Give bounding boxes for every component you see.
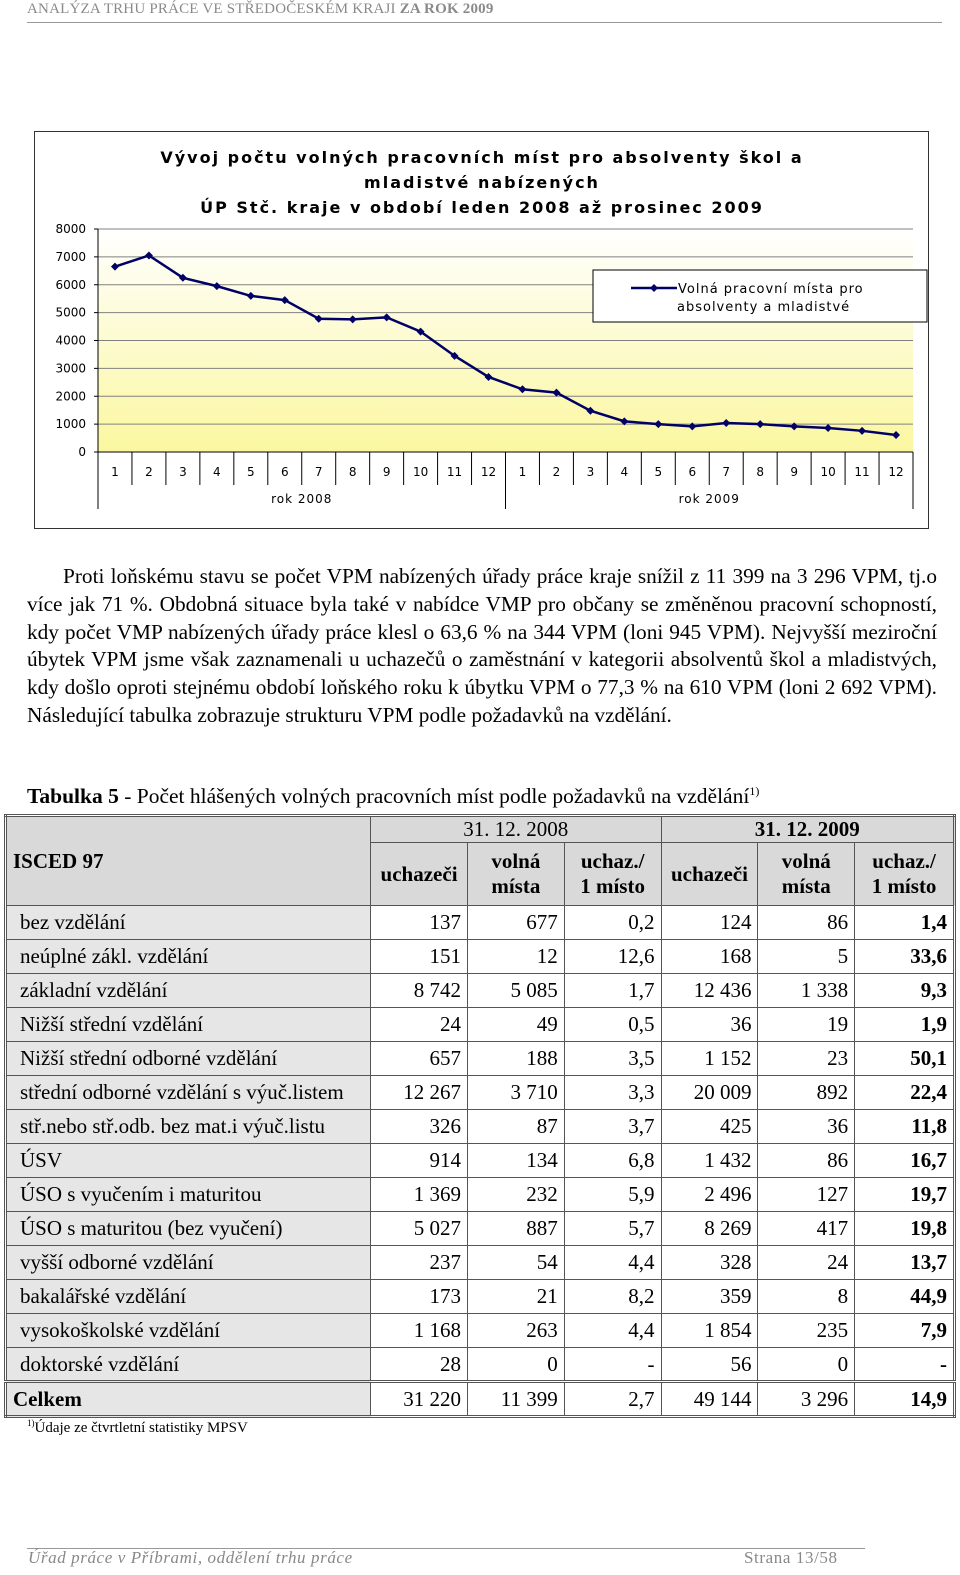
cell-value: 3,5 xyxy=(564,1042,661,1076)
caption-label: Tabulka 5 xyxy=(27,784,119,809)
cell-value: 12 436 xyxy=(661,974,758,1008)
date-2008-header: 31. 12. 2008 xyxy=(371,816,661,843)
chart-title: Vývoj počtu volných pracovních míst pro absolventy škol a xyxy=(160,148,804,167)
row-label: ÚSO s vyučením i maturitou xyxy=(6,1178,371,1212)
column-header-text: uchazeči xyxy=(670,861,748,886)
x-tick-label: 4 xyxy=(213,465,221,479)
x-group-label: rok 2009 xyxy=(678,492,740,506)
cell-value: 5 027 xyxy=(371,1212,468,1246)
x-tick-label: 3 xyxy=(179,465,187,479)
footnote-text: Údaje ze čtvrtletní statistiky MPSV xyxy=(34,1420,248,1436)
cell-value: 127 xyxy=(758,1178,855,1212)
cell-value: 8,2 xyxy=(564,1280,661,1314)
row-label: bakalářské vzdělání xyxy=(6,1280,371,1314)
cell-value: 425 xyxy=(661,1110,758,1144)
column-header xyxy=(661,843,758,906)
table-row xyxy=(6,1212,955,1246)
cell-value: 887 xyxy=(468,1212,565,1246)
x-tick-label: 10 xyxy=(820,465,836,479)
cell-value: 1 152 xyxy=(661,1042,758,1076)
cell-value: 1,9 xyxy=(855,1008,955,1042)
cell-value: 5,7 xyxy=(564,1212,661,1246)
cell-value: 8 xyxy=(758,1280,855,1314)
column-header-text: volná xyxy=(491,849,541,873)
table-row xyxy=(6,974,955,1008)
cell-value: 19 xyxy=(758,1008,855,1042)
cell-value: 237 xyxy=(371,1246,468,1280)
x-tick-label: 1 xyxy=(518,465,527,479)
cell-value: 33,6 xyxy=(855,940,955,974)
cell-value: 23 xyxy=(758,1042,855,1076)
header-title-bold: ZA ROK 2009 xyxy=(399,1,494,17)
cell-value: 36 xyxy=(661,1008,758,1042)
cell-value: 56 xyxy=(661,1348,758,1382)
footer-left: Úřad práce v Příbrami, oddělení trhu práce xyxy=(28,1548,353,1567)
chart-svg xyxy=(35,132,930,530)
cell-value: 1,7 xyxy=(564,974,661,1008)
cell-value: 1 168 xyxy=(371,1314,468,1348)
cell-value: 21 xyxy=(468,1280,565,1314)
cell-value: 677 xyxy=(468,906,565,940)
header-rule xyxy=(27,22,942,23)
column-header-text: místa xyxy=(491,874,541,898)
y-tick-label: 0 xyxy=(78,445,86,459)
date-2009-header: 31. 12. 2009 xyxy=(661,816,954,843)
cell-value: 263 xyxy=(468,1314,565,1348)
table-caption xyxy=(27,784,759,809)
cell-value: 6,8 xyxy=(564,1144,661,1178)
caption-footnote-mark: 1) xyxy=(749,784,760,798)
row-label: Nižší střední odborné vzdělání xyxy=(6,1042,371,1076)
cell-value: 328 xyxy=(661,1246,758,1280)
x-tick-label: 2 xyxy=(145,465,153,479)
column-header-text: 1 místo xyxy=(871,874,937,898)
line-chart xyxy=(34,131,929,529)
column-header xyxy=(855,843,955,906)
x-tick-label: 8 xyxy=(756,465,765,479)
row-label: střední odborné vzdělání s výuč.listem xyxy=(6,1076,371,1110)
x-tick-label: 10 xyxy=(412,465,429,479)
cell-value: 137 xyxy=(371,906,468,940)
row-label: stř.nebo stř.odb. bez mat.i výuč.listu xyxy=(6,1110,371,1144)
x-tick-label: 6 xyxy=(688,465,697,479)
cell-value: 36 xyxy=(758,1110,855,1144)
cell-value: 3 710 xyxy=(468,1076,565,1110)
y-tick-label: 6000 xyxy=(55,277,86,292)
cell-value: 49 144 xyxy=(661,1382,758,1417)
cell-value: 8 269 xyxy=(661,1212,758,1246)
column-header-text: volná xyxy=(781,849,831,873)
cell-value: 12 267 xyxy=(371,1076,468,1110)
x-tick-label: 6 xyxy=(280,465,289,479)
footnote xyxy=(27,1418,248,1437)
x-tick-label: 12 xyxy=(888,465,904,479)
x-tick-label: 12 xyxy=(480,465,497,479)
column-header-text: uchazeči xyxy=(380,861,458,886)
row-label: doktorské vzdělání xyxy=(6,1348,371,1382)
cell-value: 13,7 xyxy=(855,1246,955,1280)
isced-header: ISCED 97 xyxy=(6,816,371,906)
table-row xyxy=(6,1280,955,1314)
cell-value: 124 xyxy=(661,906,758,940)
y-tick-label: 1000 xyxy=(55,417,86,432)
cell-value: 87 xyxy=(468,1110,565,1144)
cell-value: 19,8 xyxy=(855,1212,955,1246)
cell-value: 1,4 xyxy=(855,906,955,940)
cell-value: 359 xyxy=(661,1280,758,1314)
cell-value: 173 xyxy=(371,1280,468,1314)
x-tick-label: 9 xyxy=(382,465,391,479)
row-label: ÚSO s maturitou (bez vyučení) xyxy=(6,1212,371,1246)
cell-value: 20 009 xyxy=(661,1076,758,1110)
cell-value: 9,3 xyxy=(855,974,955,1008)
column-header xyxy=(758,843,855,906)
cell-value: 657 xyxy=(371,1042,468,1076)
cell-value: 3,7 xyxy=(564,1110,661,1144)
total-row xyxy=(6,1382,955,1417)
cell-value: 86 xyxy=(758,1144,855,1178)
cell-value: 11 399 xyxy=(468,1382,565,1417)
cell-value: 151 xyxy=(371,940,468,974)
cell-value: 1 369 xyxy=(371,1178,468,1212)
cell-value: 49 xyxy=(468,1008,565,1042)
cell-value: 12,6 xyxy=(564,940,661,974)
x-tick-label: 2 xyxy=(552,465,561,479)
header-title: ANALÝZA TRHU PRÁCE VE STŘEDOČESKÉM KRAJI xyxy=(27,1,400,17)
x-tick-label: 11 xyxy=(446,465,463,479)
cell-value: 12 xyxy=(468,940,565,974)
cell-value: 326 xyxy=(371,1110,468,1144)
row-label: vysokoškolské vzdělání xyxy=(6,1314,371,1348)
cell-value: 19,7 xyxy=(855,1178,955,1212)
row-label: vyšší odborné vzdělání xyxy=(6,1246,371,1280)
cell-value: 168 xyxy=(661,940,758,974)
caption-text: - Počet hlášených volných pracovních míst podle požadavků na vzdělání xyxy=(118,784,750,809)
x-tick-label: 8 xyxy=(348,465,357,479)
table-row xyxy=(6,1042,955,1076)
cell-value: 232 xyxy=(468,1178,565,1212)
cell-value: 0,2 xyxy=(564,906,661,940)
x-tick-label: 11 xyxy=(854,465,870,479)
x-tick-label: 5 xyxy=(246,465,255,479)
table-row xyxy=(6,1144,955,1178)
cell-value: 4,4 xyxy=(564,1246,661,1280)
education-table xyxy=(4,814,956,1418)
cell-value: 5 xyxy=(758,940,855,974)
chart-title: mladistvé nabízených xyxy=(364,173,600,192)
table-row xyxy=(6,1246,955,1280)
column-header xyxy=(371,843,468,906)
cell-value: 2,7 xyxy=(564,1382,661,1417)
column-header-text: 1 místo xyxy=(580,874,645,898)
column-header xyxy=(468,843,565,906)
cell-value: 417 xyxy=(758,1212,855,1246)
x-tick-label: 4 xyxy=(620,465,629,479)
cell-value: 16,7 xyxy=(855,1144,955,1178)
y-tick-label: 8000 xyxy=(55,222,86,236)
cell-value: - xyxy=(855,1348,955,1382)
cell-value: 11,8 xyxy=(855,1110,955,1144)
cell-value: 0 xyxy=(758,1348,855,1382)
x-group-label: rok 2008 xyxy=(271,492,333,506)
row-label: bez vzdělání xyxy=(6,906,371,940)
cell-value: 4,4 xyxy=(564,1314,661,1348)
table-row xyxy=(6,1076,955,1110)
body-paragraph: Proti loňskému stavu se počet VPM nabízených úřady práce kraje snížil z 11 399 na 3 296 VPM, tj.o více jak 71 %. Obdobná situace byla také v nabídce VMP pro občany se změněnou pracovní schopností, kdy počet VMP nabízených úřady práce klesl o 63,6 % na 344 VPM (loni 945 VPM). Nejvyšší meziroční úbytek VPM jsme však zaznamenali u uchazečů o zaměstnání v kategorii absolventů škol a mladistvých, kdy došlo oproti stejnému období loňského roku k úbytku VPM o 77,3 % na 610 VPM (loni 2 692 VPM). Následující tabulka zobrazuje strukturu VPM podle požadavků na vzdělání. xyxy=(27,564,937,727)
cell-value: 7,9 xyxy=(855,1314,955,1348)
column-header-text: uchaz./ xyxy=(580,849,645,873)
cell-value: 24 xyxy=(371,1008,468,1042)
cell-value: 50,1 xyxy=(855,1042,955,1076)
cell-value: 28 xyxy=(371,1348,468,1382)
cell-value: 1 854 xyxy=(661,1314,758,1348)
table-row xyxy=(6,1178,955,1212)
row-label: Nižší střední vzdělání xyxy=(6,1008,371,1042)
y-tick-label: 2000 xyxy=(55,389,86,404)
cell-value: - xyxy=(564,1348,661,1382)
column-header-text: uchaz./ xyxy=(872,849,936,873)
chart-title: ÚP Stč. kraje v období leden 2008 až prosinec 2009 xyxy=(200,198,764,217)
row-label: ÚSV xyxy=(6,1144,371,1178)
cell-value: 3,3 xyxy=(564,1076,661,1110)
running-header xyxy=(27,1,494,18)
cell-value: 31 220 xyxy=(371,1382,468,1417)
x-tick-label: 7 xyxy=(314,465,323,479)
y-tick-label: 3000 xyxy=(55,361,86,376)
x-tick-label: 5 xyxy=(654,465,663,479)
y-tick-label: 7000 xyxy=(55,249,86,264)
cell-value: 44,9 xyxy=(855,1280,955,1314)
legend-label: Volná pracovní místa pro absolventy a mladistvé xyxy=(677,282,864,315)
footnote-mark: 1) xyxy=(27,1418,35,1428)
cell-value: 1 432 xyxy=(661,1144,758,1178)
x-tick-label: 1 xyxy=(111,465,119,479)
cell-value: 5,9 xyxy=(564,1178,661,1212)
cell-value: 235 xyxy=(758,1314,855,1348)
y-tick-label: 4000 xyxy=(55,333,86,348)
cell-value: 134 xyxy=(468,1144,565,1178)
cell-value: 0,5 xyxy=(564,1008,661,1042)
column-header-text: místa xyxy=(781,874,831,898)
cell-value: 5 085 xyxy=(468,974,565,1008)
x-tick-label: 7 xyxy=(722,465,731,479)
table-row xyxy=(6,906,955,940)
cell-value: 8 742 xyxy=(371,974,468,1008)
row-label: základní vzdělání xyxy=(6,974,371,1008)
cell-value: 24 xyxy=(758,1246,855,1280)
cell-value: 0 xyxy=(468,1348,565,1382)
x-tick-label: 9 xyxy=(790,465,798,479)
cell-value: 54 xyxy=(468,1246,565,1280)
x-tick-label: 3 xyxy=(586,465,595,479)
row-label: Celkem xyxy=(6,1382,371,1417)
table-row xyxy=(6,940,955,974)
y-tick-label: 5000 xyxy=(55,305,86,320)
column-header xyxy=(564,843,661,906)
cell-value: 914 xyxy=(371,1144,468,1178)
page-number: Strana 13/58 xyxy=(744,1548,838,1567)
table-row xyxy=(6,1314,955,1348)
cell-value: 2 496 xyxy=(661,1178,758,1212)
table-row xyxy=(6,1348,955,1382)
cell-value: 1 338 xyxy=(758,974,855,1008)
cell-value: 892 xyxy=(758,1076,855,1110)
cell-value: 86 xyxy=(758,906,855,940)
table-row xyxy=(6,1110,955,1144)
cell-value: 22,4 xyxy=(855,1076,955,1110)
cell-value: 3 296 xyxy=(758,1382,855,1417)
cell-value: 14,9 xyxy=(855,1382,955,1417)
cell-value: 188 xyxy=(468,1042,565,1076)
table-row xyxy=(6,1008,955,1042)
row-label: neúplné zákl. vzdělání xyxy=(6,940,371,974)
